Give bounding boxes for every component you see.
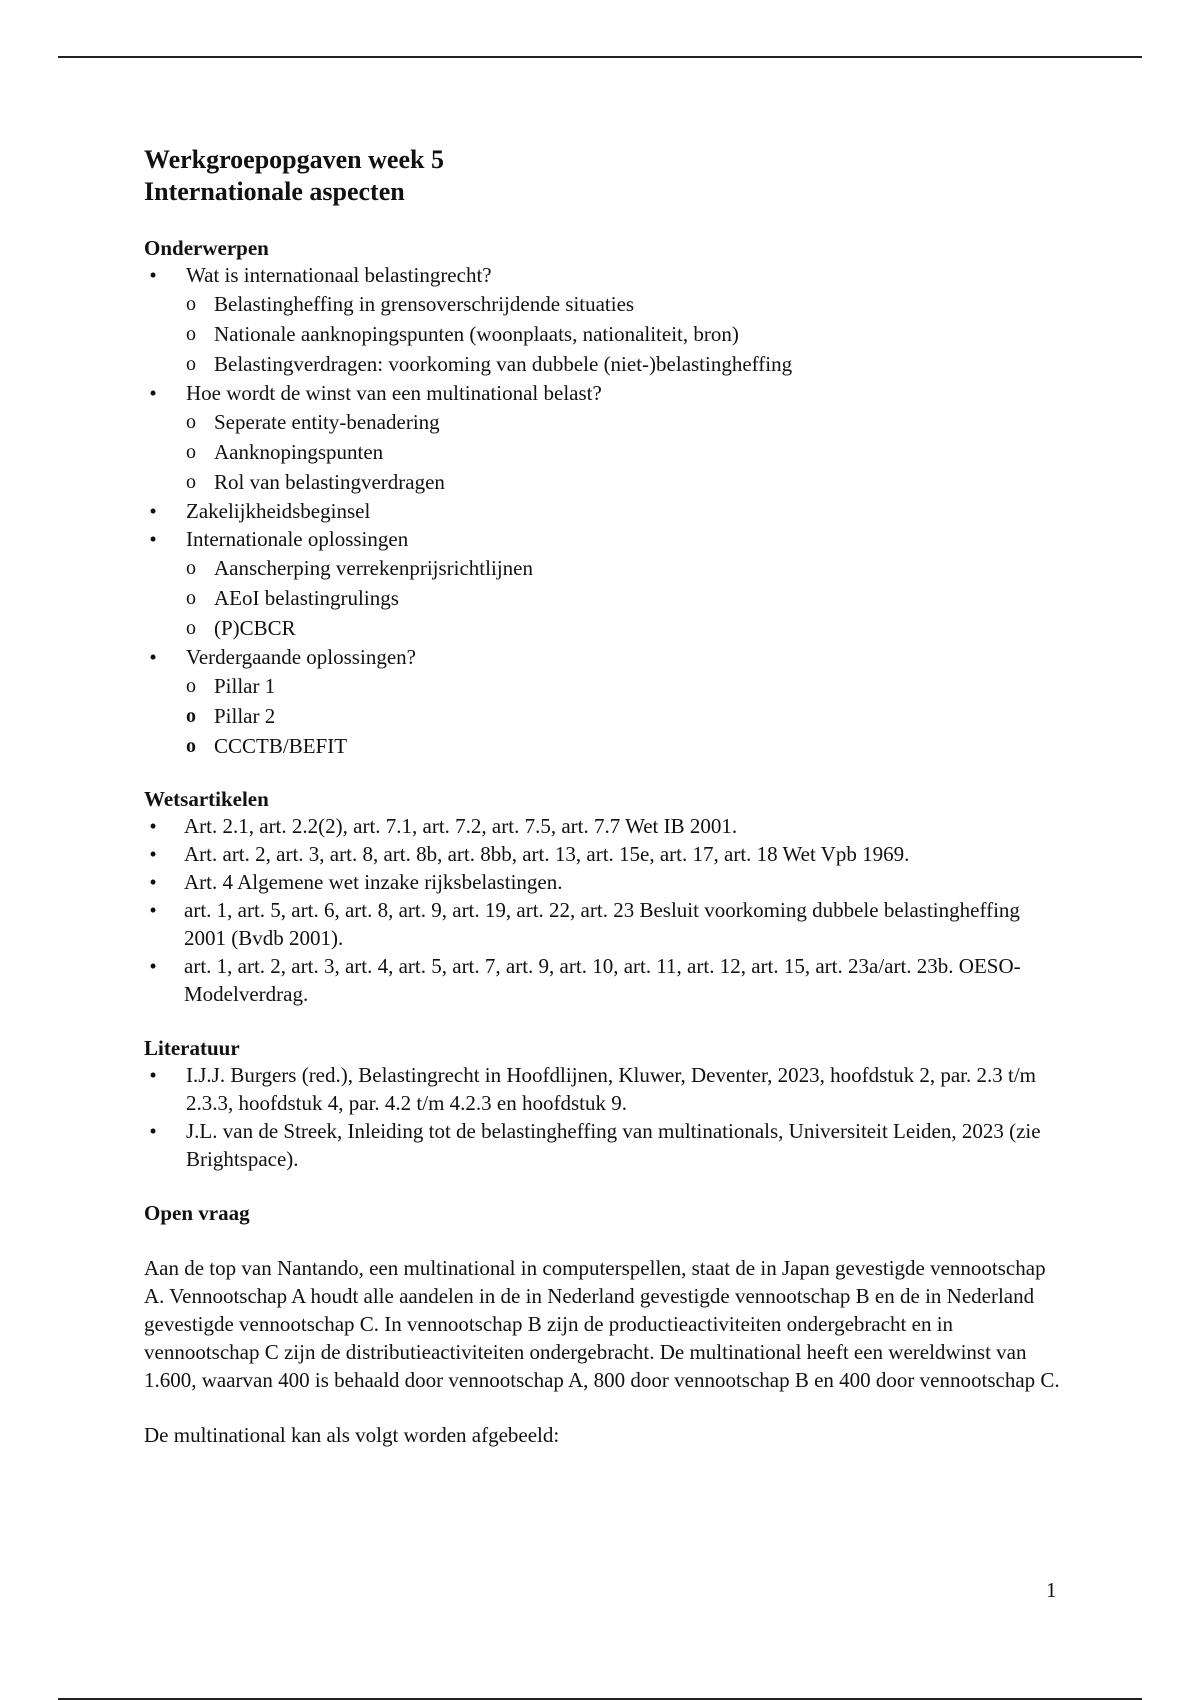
literatuur-list bbox=[144, 1061, 1064, 1173]
bullet-icon: • bbox=[149, 381, 157, 405]
hollow-bullet-icon: o bbox=[186, 557, 196, 579]
list-item bbox=[144, 840, 1064, 868]
list-item-text: I.J.J. Burgers (red.), Belastingrecht in Hoofdlijnen, Kluwer, Deventer, 2023, hoofdstuk 2, par. 2.3 t/m 2.3.3, hoofdstuk 4, par. 4.2 t/m 4.2.3 en hoofdstuk 9. bbox=[186, 1063, 1037, 1115]
sub-list-item bbox=[186, 583, 1064, 613]
title-line-1: Werkgroepopgaven week 5 bbox=[144, 145, 444, 174]
bullet-icon: • bbox=[149, 1119, 157, 1143]
bullet-icon: • bbox=[149, 870, 157, 894]
bullet-icon: • bbox=[149, 1063, 157, 1087]
sub-list-item-text: Nationale aanknopingspunten (woonplaats, nationaliteit, bron) bbox=[214, 322, 739, 346]
list-item-text: J.L. van de Streek, Inleiding tot de belastingheffing van multinationals, Universiteit Leiden, 2023 (zie Brightspace). bbox=[186, 1119, 1041, 1171]
literatuur-heading: Literatuur bbox=[144, 1036, 240, 1060]
sub-list-item-text: CCCTB/BEFIT bbox=[214, 734, 348, 758]
open-vraag-heading: Open vraag bbox=[144, 1201, 250, 1225]
list-item bbox=[144, 525, 1064, 643]
bullet-icon: • bbox=[149, 842, 157, 866]
wetsartikelen-heading: Wetsartikelen bbox=[144, 787, 269, 811]
open-vraag-paragraph: Aan de top van Nantando, een multinational in computerspellen, staat de in Japan gevestigde vennootschap A. Vennootschap A houdt alle aandelen in de in Nederland gevestigde vennootschap B en de in Nederland gevestigde vennootschap C. In vennootschap B zijn de productieactiviteiten ondergebracht en in vennootschap C zijn de distributieactiviteiten ondergebracht. De multinational heeft een wereldwinst van 1.600, waarvan 400 is behaald door vennootschap A, 800 door vennootschap B en 400 door vennootschap C. bbox=[144, 1256, 1060, 1392]
list-item bbox=[144, 812, 1064, 840]
sub-list-item bbox=[186, 701, 1064, 731]
hollow-bullet-icon: o bbox=[186, 471, 196, 493]
list-item-text: Wat is internationaal belastingrecht? bbox=[186, 263, 492, 287]
list-item bbox=[144, 261, 1064, 379]
sub-list-item bbox=[186, 319, 1064, 349]
sub-list-item-text: AEoI belastingrulings bbox=[214, 586, 399, 610]
onderwerpen-heading: Onderwerpen bbox=[144, 236, 269, 260]
list-item-text: Art. 4 Algemene wet inzake rijksbelastingen. bbox=[184, 870, 563, 894]
sub-list-item-text: Belastingverdragen: voorkoming van dubbele (niet-)belastingheffing bbox=[214, 352, 793, 376]
sub-list bbox=[186, 553, 1064, 643]
title-line-2: Internationale aspecten bbox=[144, 177, 405, 206]
hollow-bullet-icon: o bbox=[186, 675, 196, 697]
sub-list-item-text: Aanscherping verrekenprijsrichtlijnen bbox=[214, 556, 533, 580]
header-rule bbox=[58, 56, 1142, 58]
list-item bbox=[144, 1117, 1064, 1173]
list-item-text: Art. 2.1, art. 2.2(2), art. 7.1, art. 7.2, art. 7.5, art. 7.7 Wet IB 2001. bbox=[184, 814, 738, 838]
hollow-bullet-icon: o bbox=[186, 293, 196, 315]
list-item-text: Art. art. 2, art. 3, art. 8, art. 8b, art. 8bb, art. 13, art. 15e, art. 17, art. 18 Wet Vpb 1969. bbox=[184, 842, 910, 866]
document-body bbox=[144, 144, 1064, 1449]
hollow-bullet-icon: o bbox=[186, 735, 196, 757]
list-item bbox=[144, 952, 1064, 1008]
bullet-icon: • bbox=[149, 527, 157, 551]
bullet-icon: • bbox=[149, 499, 157, 523]
wetsartikelen-list bbox=[144, 812, 1064, 1008]
hollow-bullet-icon: o bbox=[186, 353, 196, 375]
list-item bbox=[144, 1061, 1064, 1117]
sub-list-item bbox=[186, 671, 1064, 701]
list-item-text: Zakelijkheidsbeginsel bbox=[186, 499, 371, 523]
sub-list-item bbox=[186, 467, 1064, 497]
hollow-bullet-icon: o bbox=[186, 323, 196, 345]
list-item-text: Internationale oplossingen bbox=[186, 527, 409, 551]
list-item bbox=[144, 643, 1064, 761]
list-item-text: art. 1, art. 5, art. 6, art. 8, art. 9, art. 19, art. 22, art. 23 Besluit voorkoming dubbele belastingheffing 2001 (Bvdb 2001). bbox=[184, 898, 1020, 950]
list-item bbox=[144, 868, 1064, 896]
sub-list-item bbox=[186, 613, 1064, 643]
list-item bbox=[144, 896, 1064, 952]
bullet-icon: • bbox=[149, 263, 157, 287]
list-item-text: Hoe wordt de winst van een multinational belast? bbox=[186, 381, 602, 405]
sub-list-item-text: Aanknopingspunten bbox=[214, 440, 384, 464]
onderwerpen-list bbox=[144, 261, 1064, 761]
sub-list bbox=[186, 289, 1064, 379]
bullet-icon: • bbox=[149, 898, 157, 922]
sub-list-item-text: (P)CBCR bbox=[214, 616, 296, 640]
list-item-text: art. 1, art. 2, art. 3, art. 4, art. 5, art. 7, art. 9, art. 10, art. 11, art. 12, art. 15, art. 23a/art. 23b. OESO-Modelverdrag. bbox=[184, 954, 1021, 1006]
bullet-icon: • bbox=[149, 814, 157, 838]
page-number: 1 bbox=[1046, 1578, 1057, 1602]
sub-list-item bbox=[186, 349, 1064, 379]
bullet-icon: • bbox=[149, 645, 157, 669]
hollow-bullet-icon: o bbox=[186, 617, 196, 639]
bullet-icon: • bbox=[149, 954, 157, 978]
sub-list-item bbox=[186, 407, 1064, 437]
sub-list bbox=[186, 671, 1064, 761]
sub-list-item bbox=[186, 289, 1064, 319]
hollow-bullet-icon: o bbox=[186, 441, 196, 463]
sub-list-item-text: Belastingheffing in grensoverschrijdende situaties bbox=[214, 292, 635, 316]
hollow-bullet-icon: o bbox=[186, 587, 196, 609]
sub-list-item-text: Pillar 2 bbox=[214, 704, 276, 728]
list-item bbox=[144, 497, 1064, 525]
sub-list bbox=[186, 407, 1064, 497]
sub-list-item bbox=[186, 437, 1064, 467]
open-vraag-intro-figure: De multinational kan als volgt worden afgebeeld: bbox=[144, 1423, 560, 1447]
sub-list-item-text: Rol van belastingverdragen bbox=[214, 470, 445, 494]
document-title bbox=[144, 144, 1064, 208]
hollow-bullet-icon: o bbox=[186, 705, 196, 727]
sub-list-item-text: Seperate entity-benadering bbox=[214, 410, 440, 434]
hollow-bullet-icon: o bbox=[186, 411, 196, 433]
list-item-text: Verdergaande oplossingen? bbox=[186, 645, 416, 669]
sub-list-item bbox=[186, 731, 1064, 761]
sub-list-item bbox=[186, 553, 1064, 583]
sub-list-item-text: Pillar 1 bbox=[214, 674, 276, 698]
list-item bbox=[144, 379, 1064, 497]
